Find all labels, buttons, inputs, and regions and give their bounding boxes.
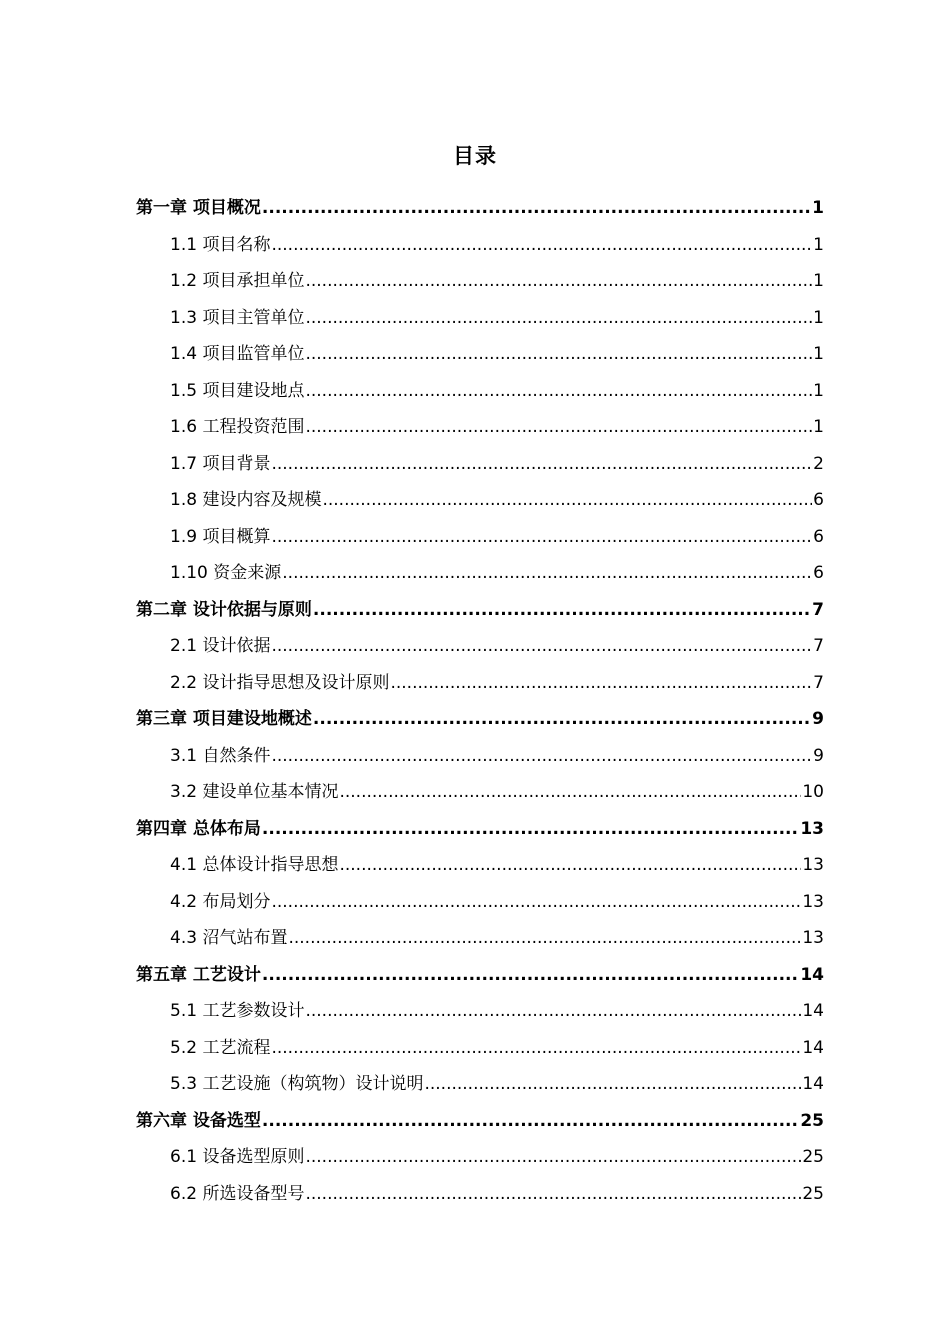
toc-page-number: 1 bbox=[813, 307, 824, 328]
toc-page-number: 6 bbox=[813, 490, 824, 510]
toc-dot-leader bbox=[271, 446, 812, 483]
toc-entry-title: 第三章 项目建设地概述 bbox=[136, 709, 312, 729]
toc-section-entry[interactable] bbox=[136, 263, 824, 300]
toc-page-number: 7 bbox=[812, 599, 824, 620]
toc-page-number: 2 bbox=[813, 453, 824, 474]
toc-section-entry[interactable] bbox=[136, 1066, 824, 1103]
toc-page-number: 14 bbox=[800, 964, 824, 985]
toc-section-entry[interactable] bbox=[136, 227, 824, 264]
toc-section-entry[interactable] bbox=[136, 446, 824, 483]
toc-section-entry[interactable] bbox=[136, 884, 824, 921]
toc-section-entry[interactable] bbox=[136, 738, 824, 775]
toc-entry-title: 5.2 工艺流程 bbox=[170, 1037, 271, 1058]
toc-entry-title: 1.8 建设内容及规模 bbox=[170, 490, 322, 510]
toc-section-entry[interactable] bbox=[136, 373, 824, 410]
toc-page-number: 6 bbox=[813, 526, 824, 547]
toc-page-number: 6 bbox=[813, 563, 824, 583]
toc-dot-leader bbox=[271, 738, 812, 775]
toc-dot-leader bbox=[271, 227, 812, 264]
toc-page-number: 9 bbox=[812, 709, 824, 729]
toc-section-entry[interactable] bbox=[136, 1030, 824, 1067]
toc-dot-leader bbox=[339, 774, 801, 811]
toc-page-number: 7 bbox=[813, 636, 824, 656]
toc-dot-leader bbox=[305, 1176, 801, 1213]
toc-page-number: 13 bbox=[800, 818, 824, 839]
toc-section-entry[interactable] bbox=[136, 1139, 824, 1176]
toc-title: 目录 bbox=[453, 144, 497, 168]
toc-page-number: 10 bbox=[802, 782, 824, 802]
toc-entry-title: 第六章 设备选型 bbox=[136, 1110, 261, 1131]
toc-section-entry[interactable] bbox=[136, 774, 824, 811]
toc-entry-title: 4.1 总体设计指导思想 bbox=[170, 855, 339, 875]
toc-entry-title: 4.2 布局划分 bbox=[170, 891, 271, 912]
toc-dot-leader bbox=[305, 409, 812, 446]
toc-chapter-entry[interactable] bbox=[136, 190, 824, 227]
toc-dot-leader bbox=[271, 1030, 801, 1067]
toc-dot-leader bbox=[262, 190, 811, 227]
toc-page-number: 25 bbox=[802, 1147, 824, 1167]
toc-entry-title: 3.1 自然条件 bbox=[170, 745, 271, 766]
toc-page-number: 1 bbox=[813, 417, 824, 437]
toc-page-number: 1 bbox=[813, 234, 824, 255]
toc-dot-leader bbox=[305, 263, 812, 300]
toc-entry-title: 1.7 项目背景 bbox=[170, 453, 271, 474]
toc-page-number: 1 bbox=[813, 344, 824, 364]
toc-entry-title: 3.2 建设单位基本情况 bbox=[170, 782, 339, 802]
toc-dot-leader bbox=[305, 336, 812, 373]
toc-dot-leader bbox=[305, 373, 812, 410]
toc-section-entry[interactable] bbox=[136, 628, 824, 665]
toc-list bbox=[136, 190, 824, 1212]
toc-section-entry[interactable] bbox=[136, 336, 824, 373]
toc-section-entry[interactable] bbox=[136, 409, 824, 446]
toc-page-number: 25 bbox=[802, 1183, 824, 1204]
toc-dot-leader bbox=[262, 811, 799, 848]
toc-entry-title: 2.2 设计指导思想及设计原则 bbox=[170, 672, 390, 693]
toc-section-entry[interactable] bbox=[136, 1176, 824, 1213]
toc-chapter-entry[interactable] bbox=[136, 701, 824, 738]
toc-page-number: 13 bbox=[802, 891, 824, 912]
toc-entry-title: 1.6 工程投资范围 bbox=[170, 417, 305, 437]
toc-page-number: 1 bbox=[813, 380, 824, 401]
toc-dot-leader bbox=[313, 701, 811, 738]
toc-entry-title: 4.3 沼气站布置 bbox=[170, 928, 288, 948]
toc-dot-leader bbox=[305, 300, 812, 337]
toc-page-number: 14 bbox=[802, 1074, 824, 1094]
toc-entry-title: 第二章 设计依据与原则 bbox=[136, 599, 312, 620]
toc-dot-leader bbox=[313, 592, 811, 629]
toc-page-number: 13 bbox=[802, 928, 824, 948]
toc-dot-leader bbox=[271, 884, 801, 921]
toc-section-entry[interactable] bbox=[136, 665, 824, 702]
toc-dot-leader bbox=[339, 847, 801, 884]
toc-dot-leader bbox=[322, 482, 812, 519]
toc-entry-title: 1.1 项目名称 bbox=[170, 234, 271, 255]
toc-section-entry[interactable] bbox=[136, 920, 824, 957]
toc-chapter-entry[interactable] bbox=[136, 592, 824, 629]
toc-dot-leader bbox=[288, 920, 801, 957]
toc-entry-title: 1.2 项目承担单位 bbox=[170, 271, 305, 291]
toc-entry-title: 1.9 项目概算 bbox=[170, 526, 271, 547]
toc-page-number: 14 bbox=[802, 1037, 824, 1058]
toc-page-number: 1 bbox=[812, 198, 824, 218]
toc-entry-title: 1.3 项目主管单位 bbox=[170, 307, 305, 328]
toc-page-number: 7 bbox=[813, 672, 824, 693]
toc-section-entry[interactable] bbox=[136, 519, 824, 556]
toc-dot-leader bbox=[305, 993, 801, 1030]
toc-entry-title: 1.4 项目监管单位 bbox=[170, 344, 305, 364]
toc-entry-title: 5.3 工艺设施（构筑物）设计说明 bbox=[170, 1074, 424, 1094]
toc-dot-leader bbox=[282, 555, 812, 592]
toc-chapter-entry[interactable] bbox=[136, 811, 824, 848]
toc-entry-title: 6.1 设备选型原则 bbox=[170, 1147, 305, 1167]
toc-page-number: 13 bbox=[802, 855, 824, 875]
toc-section-entry[interactable] bbox=[136, 555, 824, 592]
toc-dot-leader bbox=[390, 665, 812, 702]
toc-section-entry[interactable] bbox=[136, 993, 824, 1030]
toc-chapter-entry[interactable] bbox=[136, 1103, 824, 1140]
toc-entry-title: 第一章 项目概况 bbox=[136, 198, 261, 218]
toc-dot-leader bbox=[424, 1066, 801, 1103]
toc-page-number: 25 bbox=[800, 1110, 824, 1131]
toc-chapter-entry[interactable] bbox=[136, 957, 824, 994]
toc-dot-leader bbox=[262, 957, 799, 994]
toc-section-entry[interactable] bbox=[136, 847, 824, 884]
toc-entry-title: 1.10 资金来源 bbox=[170, 563, 282, 583]
toc-entry-title: 5.1 工艺参数设计 bbox=[170, 1001, 305, 1021]
toc-entry-title: 第四章 总体布局 bbox=[136, 818, 261, 839]
toc-entry-title: 2.1 设计依据 bbox=[170, 636, 271, 656]
toc-entry-title: 第五章 工艺设计 bbox=[136, 964, 261, 985]
toc-dot-leader bbox=[271, 519, 812, 556]
toc-page-number: 9 bbox=[813, 745, 824, 766]
toc-dot-leader bbox=[262, 1103, 799, 1140]
toc-dot-leader bbox=[271, 628, 812, 665]
toc-section-entry[interactable] bbox=[136, 482, 824, 519]
toc-dot-leader bbox=[305, 1139, 801, 1176]
toc-entry-title: 1.5 项目建设地点 bbox=[170, 380, 305, 401]
toc-section-entry[interactable] bbox=[136, 300, 824, 337]
toc-page-number: 14 bbox=[802, 1001, 824, 1021]
toc-page-number: 1 bbox=[813, 271, 824, 291]
toc-entry-title: 6.2 所选设备型号 bbox=[170, 1183, 305, 1204]
